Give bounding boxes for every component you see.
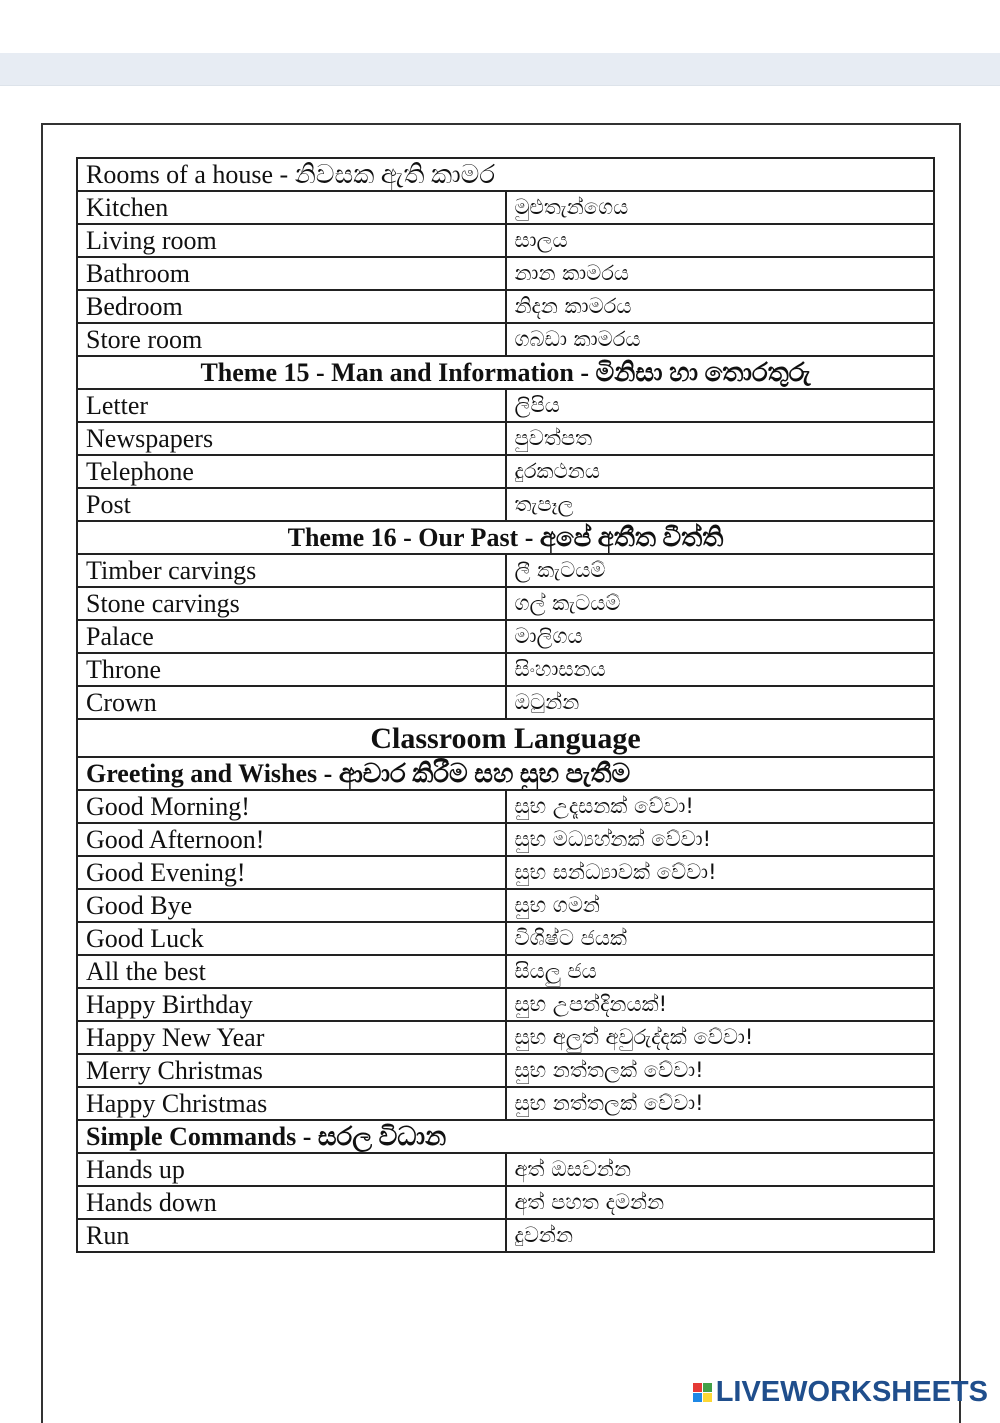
table-row	[77, 290, 934, 323]
sinhala-term: විශිෂ්ට ජයක්	[506, 922, 935, 955]
sinhala-term: සුභ මධ්‍යහ්නක් වේවා!	[506, 823, 935, 856]
liveworksheets-logo-icon	[693, 1383, 712, 1402]
english-term: Good Evening!	[77, 856, 506, 889]
table-row	[77, 1153, 934, 1186]
table-row	[77, 389, 934, 422]
table-row	[77, 554, 934, 587]
top-bar	[0, 53, 1000, 86]
english-term: Good Luck	[77, 922, 506, 955]
table-row	[77, 1021, 934, 1054]
section-title: Simple Commands - සරල විධාන	[77, 1120, 934, 1153]
english-term: Happy Christmas	[77, 1087, 506, 1120]
english-term: Bedroom	[77, 290, 506, 323]
vocabulary-table	[76, 157, 935, 1253]
brand-text: LIVEWORKSHEETS	[715, 1375, 988, 1408]
sinhala-term: සිංහාසනය	[506, 653, 935, 686]
section-header-rooms	[77, 158, 934, 191]
classroom-language-header	[77, 719, 934, 757]
sinhala-term: සුභ අලුත් අවුරුද්දක් වේවා!	[506, 1021, 935, 1054]
section-title: Theme 16 - Our Past - අපේ අතීත වීත්ති	[77, 521, 934, 554]
english-term: Happy Birthday	[77, 988, 506, 1021]
section-header-theme-15	[77, 356, 934, 389]
sinhala-term: ඔටුන්න	[506, 686, 935, 719]
table-row	[77, 587, 934, 620]
table-row	[77, 889, 934, 922]
english-term: Letter	[77, 389, 506, 422]
table-row	[77, 257, 934, 290]
sinhala-term: සුභ නත්තලක් වේවා!	[506, 1087, 935, 1120]
english-term: Happy New Year	[77, 1021, 506, 1054]
table-row	[77, 323, 934, 356]
table-row	[77, 922, 934, 955]
sinhala-term: අත් ඔසවන්න	[506, 1153, 935, 1186]
sinhala-term: තැපෑල	[506, 488, 935, 521]
english-term: Kitchen	[77, 191, 506, 224]
table-row	[77, 488, 934, 521]
table-row	[77, 856, 934, 889]
sinhala-term: සුභ උදෑසනක් වේවා!	[506, 790, 935, 823]
table-row	[77, 1087, 934, 1120]
table-row	[77, 455, 934, 488]
section-title: Classroom Language	[77, 719, 934, 757]
table-row	[77, 686, 934, 719]
table-row	[77, 620, 934, 653]
sinhala-term: සුභ උපන්දිනයක්!	[506, 988, 935, 1021]
section-title: Rooms of a house - නිවසක ඇති කාමර	[77, 158, 934, 191]
table-row	[77, 191, 934, 224]
sinhala-term: අත් පහත දමන්න	[506, 1186, 935, 1219]
table-row	[77, 1054, 934, 1087]
english-term: Timber carvings	[77, 554, 506, 587]
sinhala-term: නිදන කාමරය	[506, 290, 935, 323]
sinhala-term: මුළුතැන්ගෙය	[506, 191, 935, 224]
english-term: Newspapers	[77, 422, 506, 455]
english-term: Post	[77, 488, 506, 521]
sinhala-term: දුරකථනය	[506, 455, 935, 488]
sinhala-term: සාලය	[506, 224, 935, 257]
section-header-theme-16	[77, 521, 934, 554]
english-term: Hands up	[77, 1153, 506, 1186]
sinhala-term: සියලු ජය	[506, 955, 935, 988]
english-term: Good Morning!	[77, 790, 506, 823]
table-row	[77, 955, 934, 988]
sinhala-term: සුභ නත්තලක් වේවා!	[506, 1054, 935, 1087]
sinhala-term: දුවන්න	[506, 1219, 935, 1252]
sinhala-term: ලිපිය	[506, 389, 935, 422]
sinhala-term: ගබඩා කාමරය	[506, 323, 935, 356]
liveworksheets-logo[interactable]	[693, 1377, 988, 1407]
english-term: Hands down	[77, 1186, 506, 1219]
sinhala-term: සුභ ගමන්	[506, 889, 935, 922]
section-header-greetings	[77, 757, 934, 790]
sinhala-term: ගල් කැටයම්	[506, 587, 935, 620]
section-title: Theme 15 - Man and Information - මිනිසා හා තොරතුරු	[77, 356, 934, 389]
english-term: Merry Christmas	[77, 1054, 506, 1087]
table-row	[77, 653, 934, 686]
english-term: Living room	[77, 224, 506, 257]
english-term: Telephone	[77, 455, 506, 488]
section-title: Greeting and Wishes - ආචාර කිරීම සහ සුභ පැතීම	[77, 757, 934, 790]
table-row	[77, 224, 934, 257]
english-term: Throne	[77, 653, 506, 686]
english-term: All the best	[77, 955, 506, 988]
english-term: Run	[77, 1219, 506, 1252]
sinhala-term: ලී කැටයම්	[506, 554, 935, 587]
english-term: Palace	[77, 620, 506, 653]
english-term: Crown	[77, 686, 506, 719]
sinhala-term: මාලිගය	[506, 620, 935, 653]
table-row	[77, 988, 934, 1021]
table-row	[77, 790, 934, 823]
table-row	[77, 1186, 934, 1219]
section-header-commands	[77, 1120, 934, 1153]
sinhala-term: පුවත්පත	[506, 422, 935, 455]
english-term: Bathroom	[77, 257, 506, 290]
english-term: Stone carvings	[77, 587, 506, 620]
english-term: Good Afternoon!	[77, 823, 506, 856]
sinhala-term: සුභ සන්ධ්‍යාවක් වේවා!	[506, 856, 935, 889]
table-row	[77, 823, 934, 856]
table-row	[77, 422, 934, 455]
english-term: Good Bye	[77, 889, 506, 922]
english-term: Store room	[77, 323, 506, 356]
table-row	[77, 1219, 934, 1252]
sinhala-term: නාන කාමරය	[506, 257, 935, 290]
